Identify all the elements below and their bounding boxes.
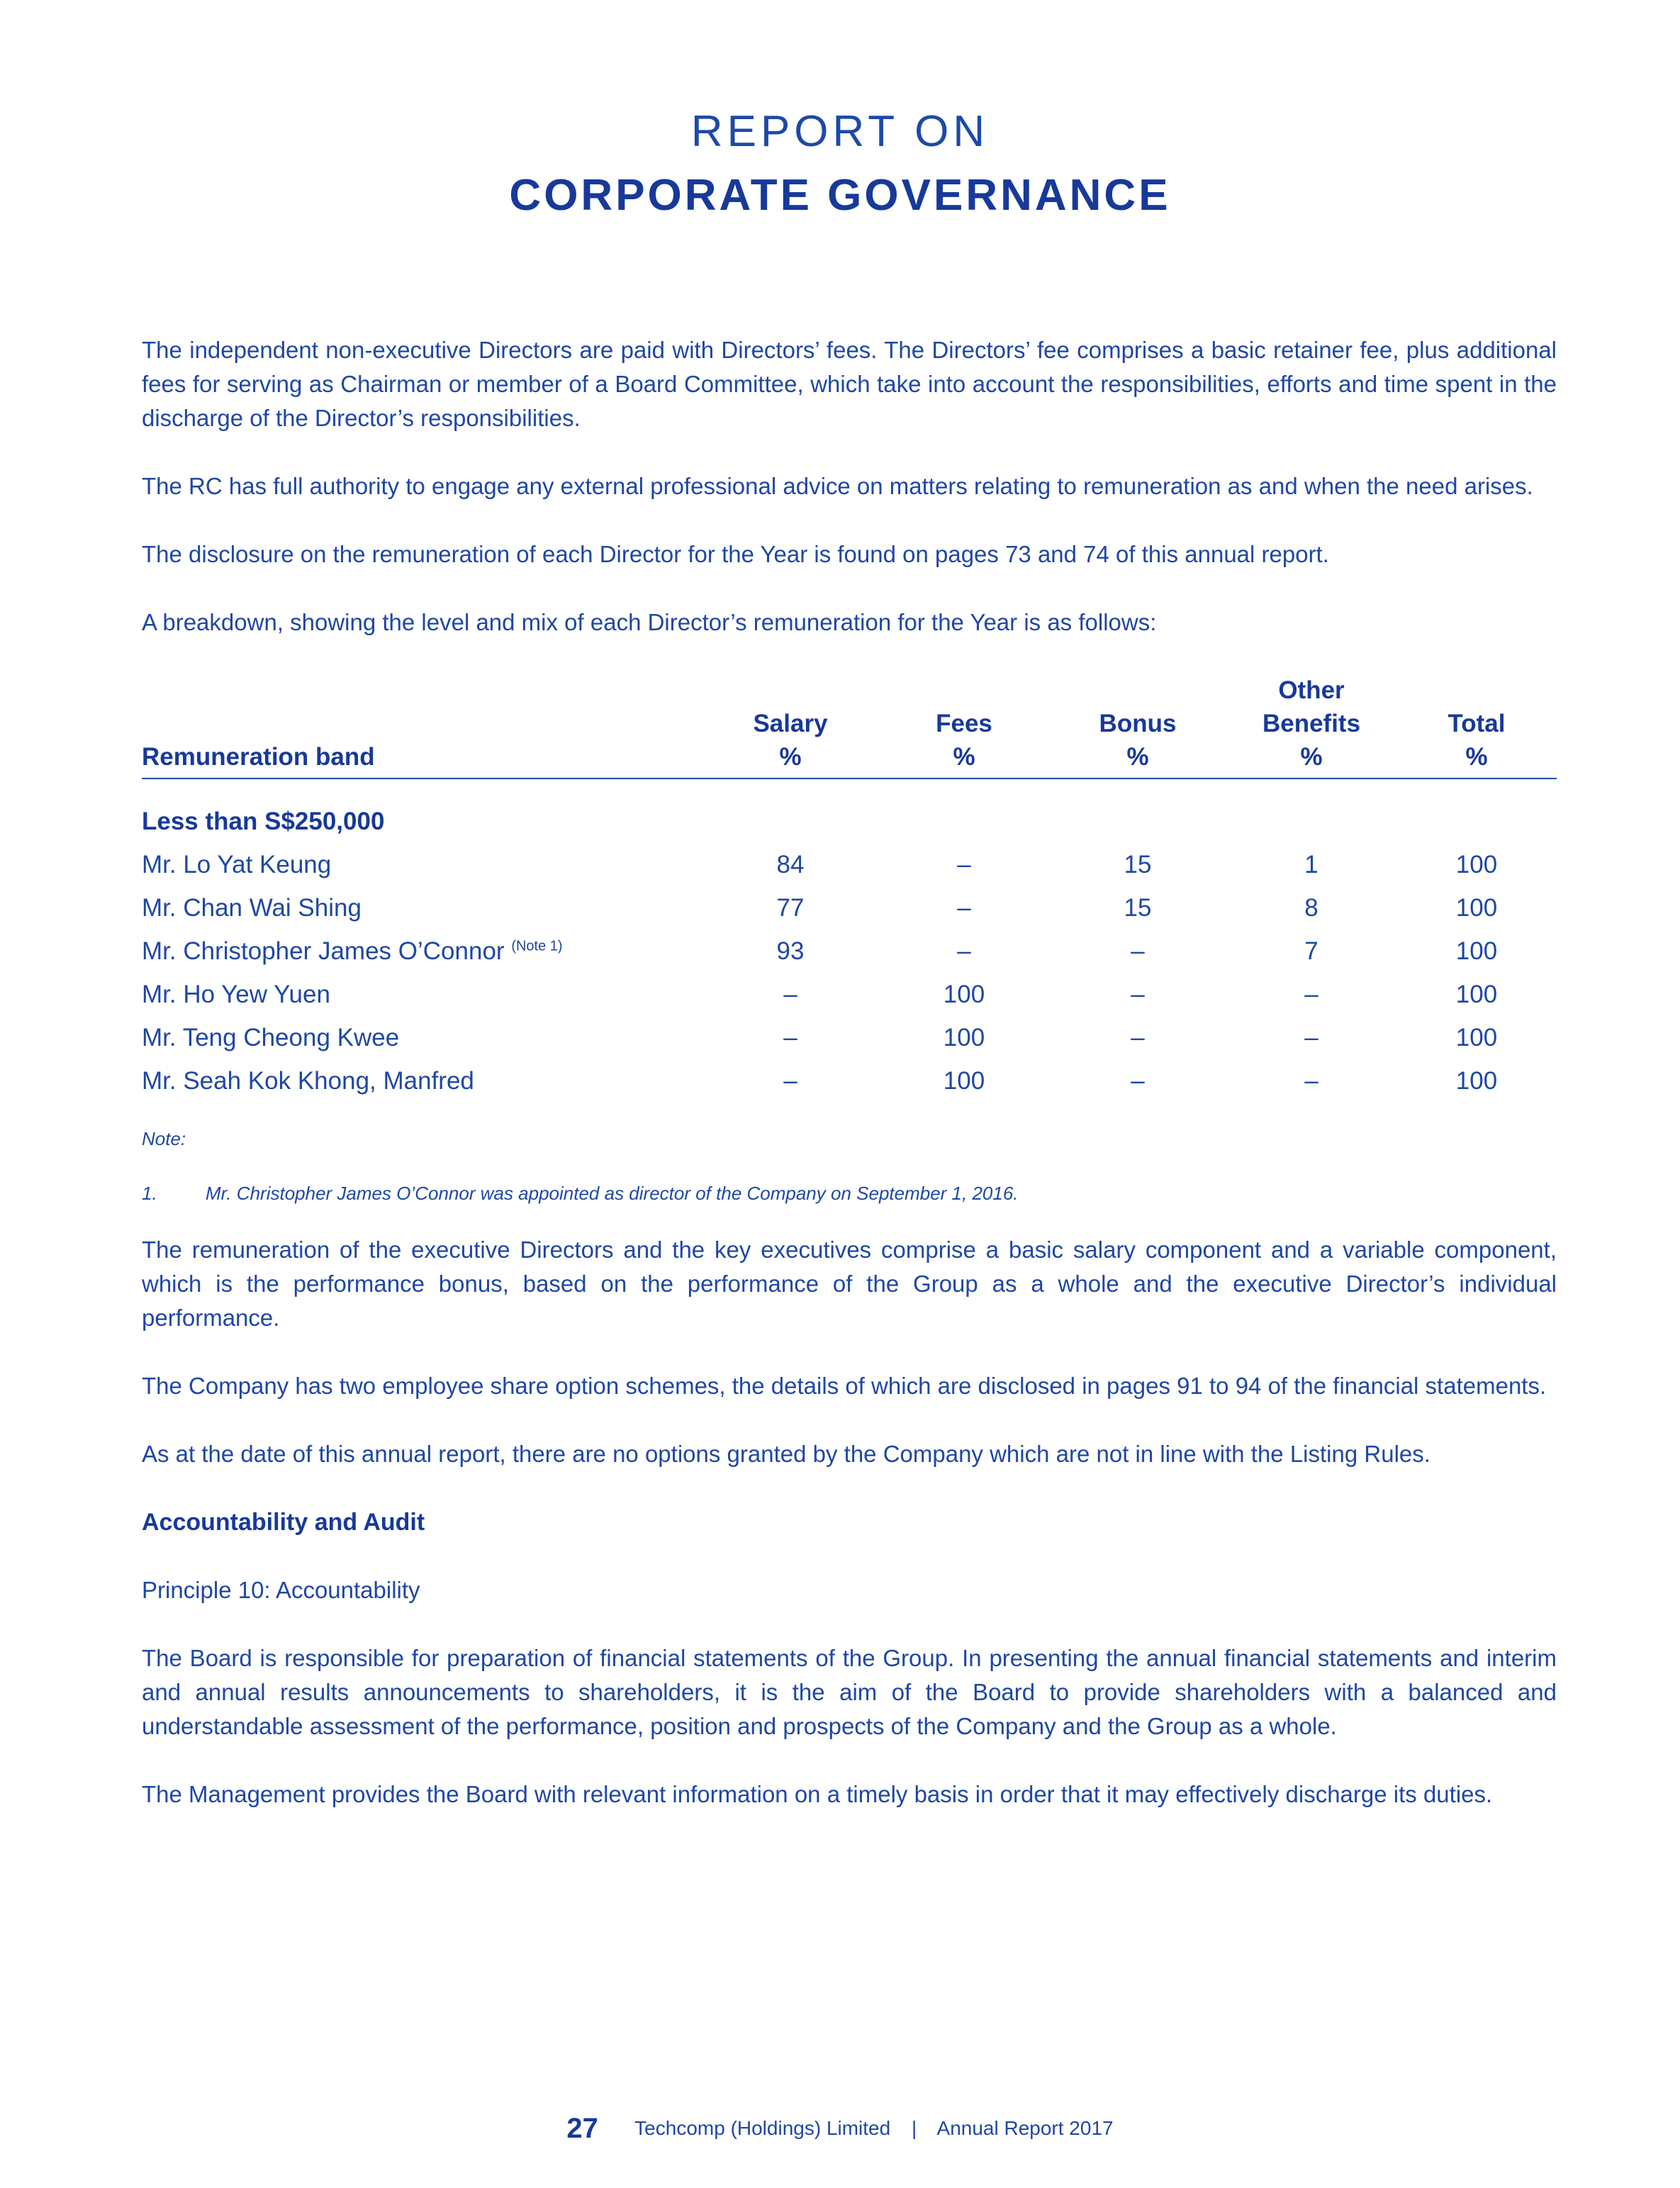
director-name: Mr. Seah Kok Khong, Manfred [142,1066,474,1095]
table-row [142,1059,1557,1103]
director-name: Mr. Chan Wai Shing [142,893,362,922]
col-header-bonus: Bonus % [1049,674,1226,778]
notes-label: Note: [142,1128,186,1149]
section-heading: Accountability and Audit [142,1509,425,1536]
bonus-cell: – [1131,1066,1145,1095]
main-content [142,333,1557,1846]
remuneration-table [142,674,1557,1103]
other-benefits-cell: 7 [1304,937,1318,965]
salary-cell: 93 [776,937,805,965]
table-header-row [142,674,1557,778]
bonus-cell: 15 [1124,893,1152,922]
fees-cell: 100 [943,980,985,1008]
bonus-cell: – [1131,1023,1145,1051]
total-cell: 100 [1455,850,1498,878]
total-cell: 100 [1455,980,1498,1008]
total-cell: 100 [1455,1023,1498,1051]
other-benefits-cell: 8 [1304,893,1318,922]
paragraph: The remuneration of the executive Directors and the key executives comprise a basic salary component and a variable component, which is the performance bonus, based on the performance of the Group as a whole and the executive Director’s individual performance. [142,1237,1557,1331]
total-cell: 100 [1455,1066,1498,1095]
col-header-total: Total % [1396,674,1557,778]
footer-report: Annual Report 2017 [936,2117,1114,2139]
total-cell: 100 [1455,937,1498,965]
note-item [142,1183,1557,1205]
note-number: 1. [142,1183,157,1204]
table-row [142,930,1557,973]
total-cell: 100 [1455,893,1498,922]
fees-cell: – [957,850,971,878]
table-row [142,973,1557,1016]
salary-cell: 84 [776,850,805,878]
report-title-line1: REPORT ON [690,107,990,156]
page-number: 27 [566,2113,598,2144]
bonus-cell: – [1131,937,1145,965]
director-name: Mr. Christopher James O’Connor $^{(Note 1)}$ [142,937,563,965]
note-reference: (Note 1) [511,937,563,954]
paragraph: A breakdown, showing the level and mix of each Director’s remuneration for the Year is as follows: [142,609,1157,635]
fees-cell: – [957,937,971,965]
footer-separator: | [912,2117,917,2139]
col-header-salary: Salary % [702,674,879,778]
col-header-other-benefits: Other Benefits % [1226,674,1396,778]
fees-cell: 100 [943,1023,985,1051]
other-benefits-cell: 1 [1304,850,1318,878]
other-benefits-cell: – [1304,1066,1318,1095]
director-name: Mr. Lo Yat Keung [142,850,332,878]
paragraph: The RC has full authority to engage any external professional advice on matters relating to remuneration as and when the need arises. [142,473,1533,499]
table-row [142,843,1557,886]
principle-label: Principle 10: Accountability [142,1577,420,1603]
salary-cell: – [783,980,797,1008]
table-notes [142,1128,1557,1205]
col-header-fees: Fees % [879,674,1049,778]
table-group-row [142,778,1557,843]
group-label: Less than S$250,000 [142,808,385,835]
director-name: Mr. Teng Cheong Kwee [142,1023,400,1051]
bonus-cell: 15 [1124,850,1152,878]
footer-company: Techcomp (Holdings) Limited [634,2117,891,2139]
note-text: Mr. Christopher James O’Connor was appointed as director of the Company on September 1, 2016. [206,1183,1019,1204]
director-name: Mr. Ho Yew Yuen [142,980,330,1008]
paragraph: The disclosure on the remuneration of each Director for the Year is found on pages 73 and 74 of this annual report. [142,541,1329,567]
paragraph: As at the date of this annual report, there are no options granted by the Company which are not in line with the Listing Rules. [142,1441,1430,1467]
other-benefits-cell: – [1304,1023,1318,1051]
salary-cell: – [783,1066,797,1095]
table-row [142,1016,1557,1059]
paragraph: The independent non-executive Directors are paid with Directors’ fees. The Directors’ fee comprises a basic retainer fee, plus additional fees for serving as Chairman or member of a Board Committee, which take into account the responsibilities, efforts and time spent in the discharge of the Director’s responsibilities. [142,337,1557,431]
bonus-cell: – [1131,980,1145,1008]
page-footer [0,2113,1680,2145]
table-row [142,886,1557,930]
col-header-remuneration-band: Remuneration band [142,674,702,778]
report-title-line2: CORPORATE GOVERNANCE [509,171,1171,220]
paragraph: The Management provides the Board with relevant information on a timely basis in order that it may effectively discharge its duties. [142,1781,1493,1807]
salary-cell: – [783,1023,797,1051]
salary-cell: 77 [776,893,805,922]
other-benefits-cell: – [1304,980,1318,1008]
paragraph: The Board is responsible for preparation of financial statements of the Group. In presenting the annual financial statements and interim and annual results announcements to shareholders, it is the aim of the Board to provide shareholders with a balanced and understandable assessment of the performance, position and prospects of the Company and the Group as a whole. [142,1645,1557,1739]
fees-cell: – [957,893,971,922]
paragraph: The Company has two employee share option schemes, the details of which are disclosed in pages 91 to 94 of the financial statements. [142,1373,1547,1399]
fees-cell: 100 [943,1066,985,1095]
